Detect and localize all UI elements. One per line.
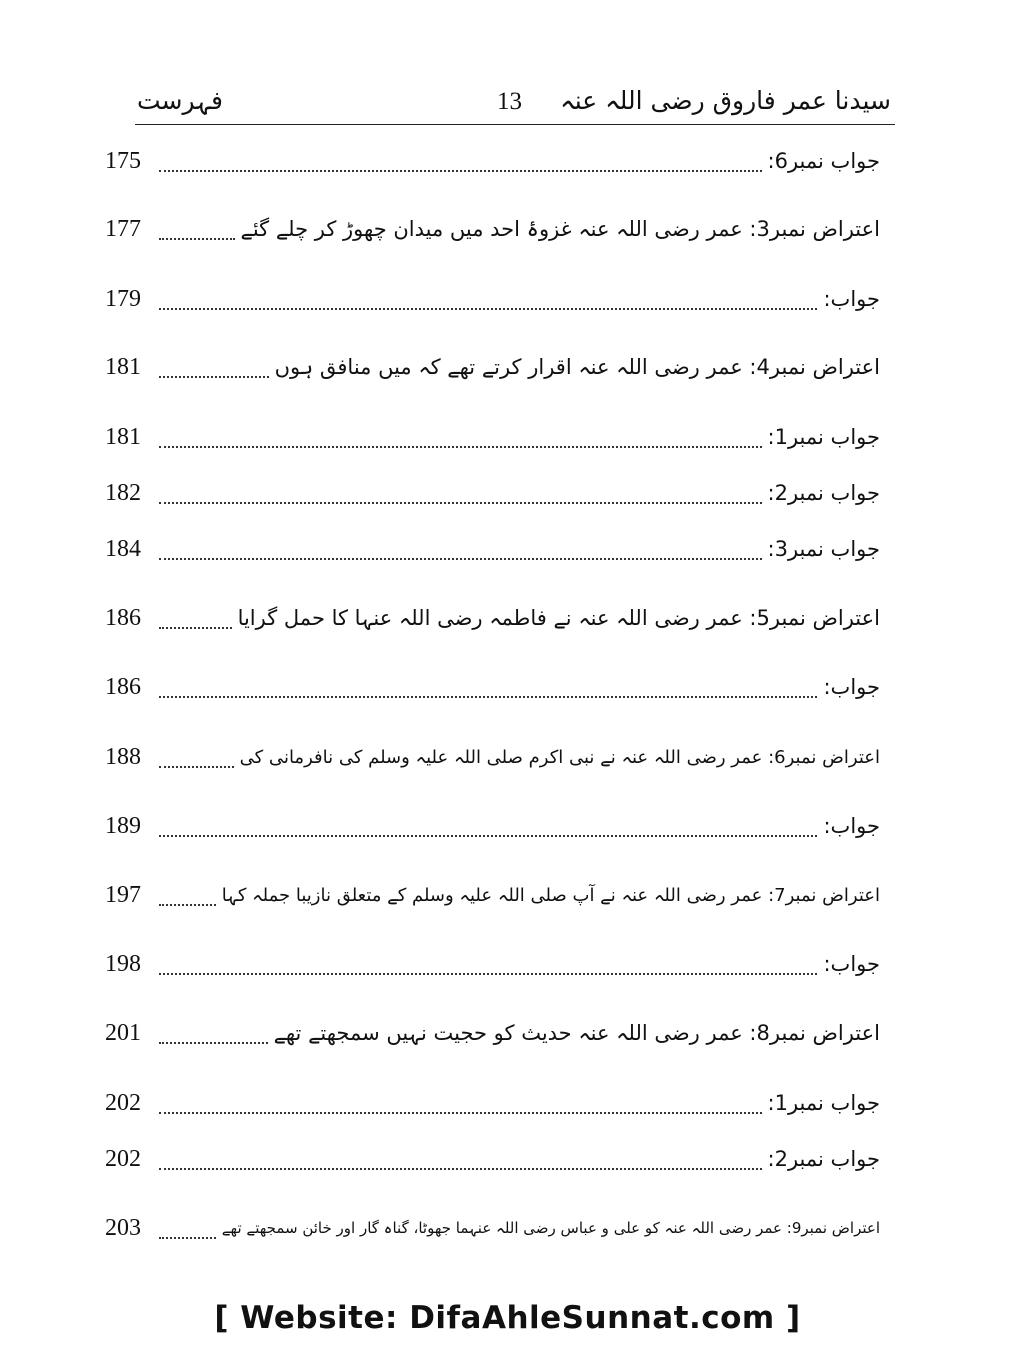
toc-leader-dots (159, 758, 234, 768)
toc-page-number: 186 (105, 673, 141, 700)
toc-entry[interactable] (105, 529, 880, 569)
toc-leader-dots (159, 1160, 762, 1170)
page-header (135, 84, 895, 125)
toc-page-number: 182 (105, 479, 141, 506)
toc-entry-title: اعتراض نمبر6: عمر رضی اللہ عنہ نے نبی اکرم صلی اللہ علیہ وسلم کی نافرمانی کی (239, 746, 880, 768)
toc-entry[interactable] (105, 209, 880, 249)
toc-entry-title: جواب: (823, 675, 880, 699)
toc-entry[interactable] (105, 1013, 880, 1053)
toc-leader-dots (159, 827, 817, 837)
toc-entry[interactable] (105, 667, 880, 707)
toc-entry-title: جواب نمبر6: (767, 149, 880, 173)
toc-leader-dots (159, 619, 232, 629)
toc-leader-dots (159, 162, 762, 172)
toc-page-number: 189 (105, 812, 141, 839)
toc-entry[interactable] (105, 1139, 880, 1179)
toc-page-number: 184 (105, 535, 141, 562)
toc-page-number: 198 (105, 950, 141, 977)
toc-entry-title: اعتراض نمبر5: عمر رضی اللہ عنہ نے فاطمہ رضی اللہ عنہا کا حمل گرایا (237, 606, 880, 630)
page-number: 13 (497, 88, 522, 115)
toc-entry[interactable] (105, 1083, 880, 1123)
toc-leader-dots (159, 1034, 268, 1044)
toc-entry-title: جواب نمبر2: (767, 1147, 880, 1171)
book-title: سیدنا عمر فاروق رضی اللہ عنہ (560, 86, 891, 115)
toc-entry[interactable] (105, 875, 880, 915)
toc-page-number: 201 (105, 1019, 141, 1046)
toc-entry[interactable] (105, 737, 880, 777)
toc-entry[interactable] (105, 417, 880, 457)
toc-entry-title: جواب نمبر1: (767, 1091, 880, 1115)
toc-entry-title: اعتراض نمبر7: عمر رضی اللہ عنہ نے آپ صلی اللہ علیہ وسلم کے متعلق نازیبا جملہ کہا (221, 884, 880, 906)
toc-entry-title: جواب: (823, 952, 880, 976)
toc-leader-dots (159, 896, 216, 906)
toc-entry-title: اعتراض نمبر3: عمر رضی اللہ عنہ غزوۂ احد میں میدان چھوڑ کر چلے گئے (240, 217, 880, 241)
toc-page-number: 202 (105, 1145, 141, 1172)
toc-entry[interactable] (105, 141, 880, 181)
toc-entry-title: جواب نمبر1: (767, 425, 880, 449)
toc-leader-dots (159, 230, 235, 240)
toc-leader-dots (159, 965, 817, 975)
toc-leader-dots (159, 368, 269, 378)
section-title: فہرست (137, 86, 223, 115)
toc-entry-title: جواب نمبر2: (767, 481, 880, 505)
toc-entry-title: اعتراض نمبر8: عمر رضی اللہ عنہ حدیث کو حجیت نہیں سمجھتے تھے (273, 1021, 880, 1045)
toc-entry[interactable] (105, 598, 880, 638)
toc-entry-title: جواب: (823, 814, 880, 838)
toc-leader-dots (159, 300, 817, 310)
toc-entry[interactable] (105, 1208, 880, 1248)
toc-page-number: 197 (105, 881, 141, 908)
toc-page-number: 177 (105, 215, 141, 242)
toc-leader-dots (159, 438, 762, 448)
toc-page-number: 181 (105, 353, 141, 380)
toc-page-number: 186 (105, 604, 141, 631)
toc-page-number: 203 (105, 1214, 141, 1241)
toc-entry[interactable] (105, 806, 880, 846)
toc-page-number: 175 (105, 147, 141, 174)
toc-entry-title: اعتراض نمبر4: عمر رضی اللہ عنہ اقرار کرتے تھے کہ میں منافق ہوں (274, 355, 880, 379)
toc-leader-dots (159, 550, 762, 560)
toc-entry[interactable] (105, 279, 880, 319)
toc-leader-dots (159, 1104, 762, 1114)
toc-entry-title: جواب: (823, 287, 880, 311)
toc-entry[interactable] (105, 473, 880, 513)
website-footer: [ Website: DifaAhleSunnat.com ] (214, 1300, 801, 1336)
toc-entry[interactable] (105, 347, 880, 387)
toc-entry[interactable] (105, 944, 880, 984)
toc-page-number: 202 (105, 1089, 141, 1116)
toc-page-number: 188 (105, 743, 141, 770)
toc-leader-dots (159, 688, 817, 698)
toc-entry-title: اعتراض نمبر9: عمر رضی اللہ عنہ کو علی و عباس رضی اللہ عنہما جھوٹا، گناہ گار اور خائن سمجھتے تھے (221, 1219, 880, 1237)
toc-entry-title: جواب نمبر3: (767, 537, 880, 561)
toc-page-number: 181 (105, 423, 141, 450)
toc-leader-dots (159, 494, 762, 504)
toc-leader-dots (159, 1229, 216, 1239)
toc-page-number: 179 (105, 285, 141, 312)
